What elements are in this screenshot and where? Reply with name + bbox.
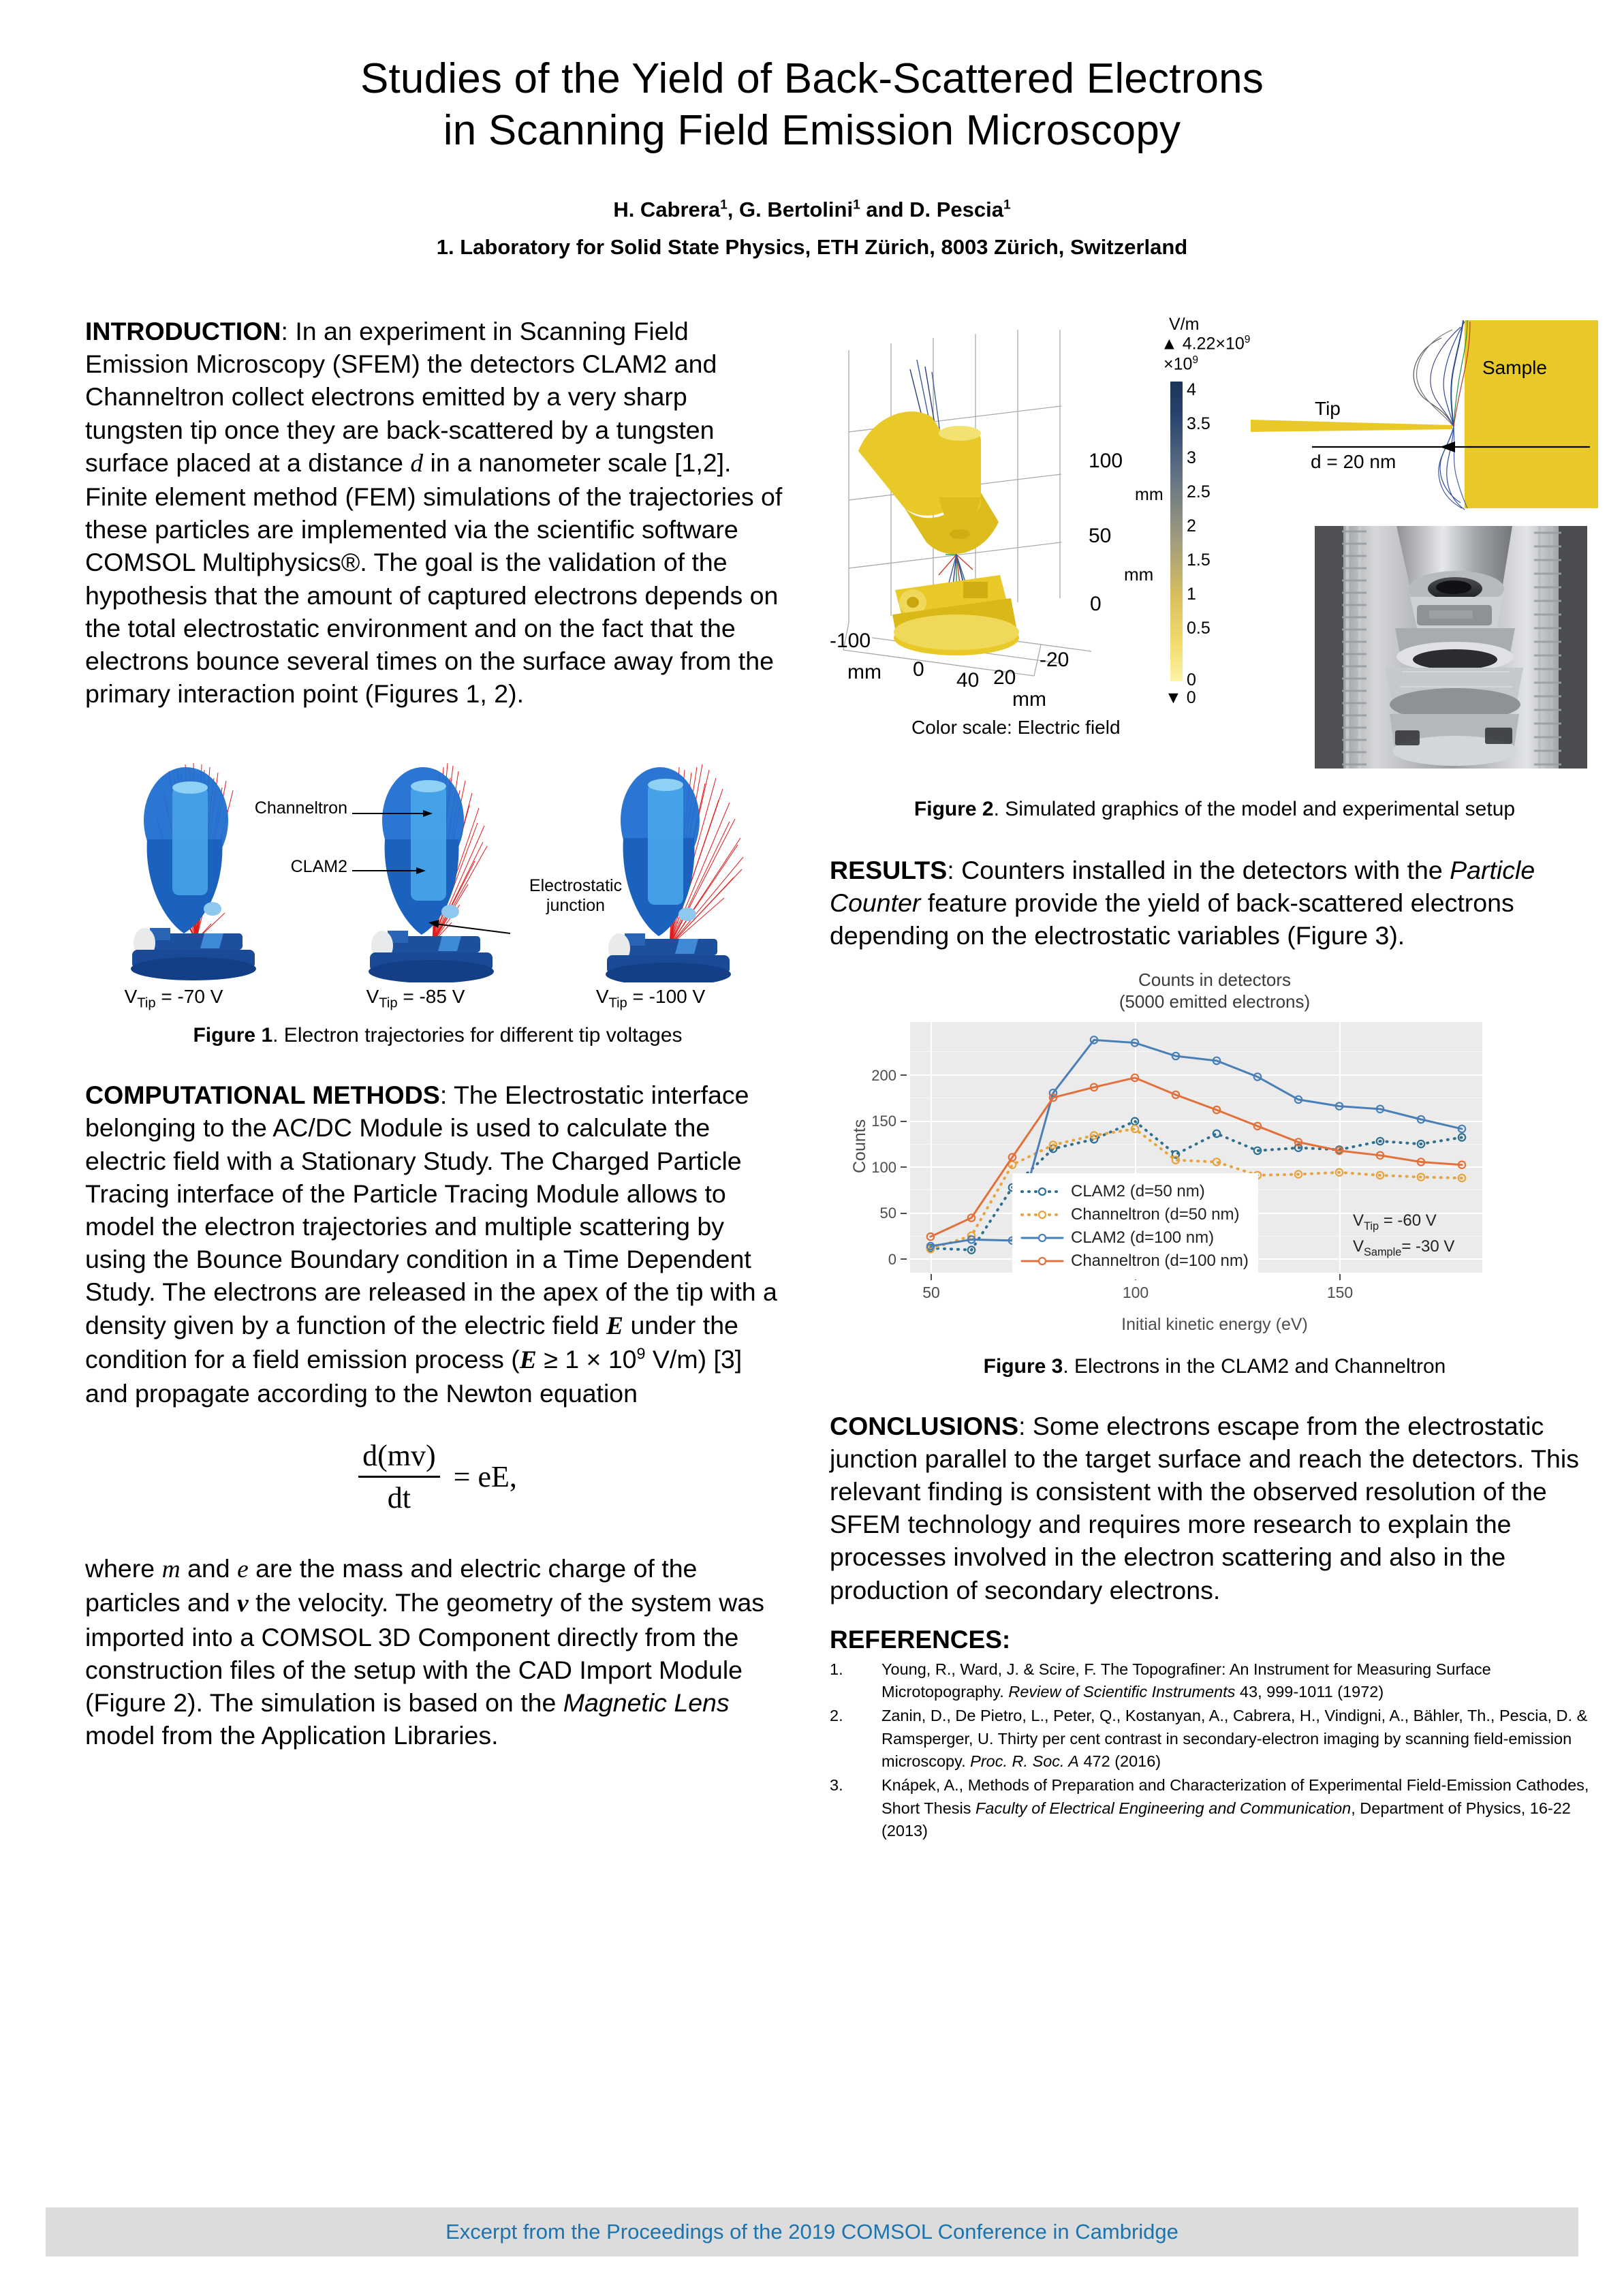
legend-swatch <box>1020 1254 1064 1269</box>
colorbar-tick-4: 4 <box>1187 380 1196 399</box>
svg-text:50: 50 <box>1089 525 1112 547</box>
methods-text-5d: the velocity. The geometry of the system was imported into a COMSOL 3D Component directly from the construction files of the setup with the CAD Import Module (Figure 2). The simulation is based on the <box>85 1588 764 1717</box>
svg-text:mm: mm <box>847 661 881 683</box>
reference-number: 2. <box>830 1707 843 1725</box>
methods-text-5e: model from the Application Libraries. <box>85 1721 499 1750</box>
reference-item <box>830 1658 1599 1704</box>
reference-number: 1. <box>830 1660 843 1678</box>
experimental-setup-photo <box>1315 526 1587 769</box>
author-list <box>0 198 1624 222</box>
lens-geometry-gold <box>858 412 999 554</box>
y-tick-mark-200 <box>901 1074 907 1076</box>
symbol-E-1: E <box>606 1312 624 1340</box>
tungsten-tip <box>1251 420 1452 432</box>
results-text-1: : Counters installed in the detectors with the <box>947 856 1450 884</box>
leader-line-clam2 <box>352 865 427 876</box>
chart-title-line-2: (5000 emitted electrons) <box>1119 991 1311 1012</box>
legend-item-0[interactable] <box>1020 1180 1249 1203</box>
colorbar-tick-1p5: 1.5 <box>1187 550 1211 570</box>
symbol-e: e <box>237 1555 249 1584</box>
down-triangle-icon: ▼ <box>1165 688 1182 707</box>
y-tick-mark-50 <box>901 1213 907 1214</box>
conclusions-text: : Some electrons escape from the electrostatic junction parallel to the target surface and reach the detectors. This relevant finding is consistent with the observed resolution of the SFEM technology and requires more research to explain the processes involved in the electron scattering and also in the production of secondary electrons. <box>830 1411 1579 1604</box>
svg-text:40: 40 <box>956 669 980 692</box>
sample-stage <box>606 933 731 982</box>
svg-text:-100: -100 <box>830 630 871 652</box>
particle-counter-italic: Particle Counter <box>830 856 1535 918</box>
equation-numerator: d(mv) <box>358 1438 440 1478</box>
colorbar-tick-2: 2 <box>1187 516 1196 536</box>
sample-stage-gold <box>892 575 1019 655</box>
author-1: H. Cabrera <box>613 198 721 221</box>
x-tick-mark-150 <box>1339 1274 1341 1280</box>
affiliation: 1. Laboratory for Solid State Physics, ETH Zürich, 8003 Zürich, Switzerland <box>436 235 1188 259</box>
figure-2 <box>830 315 1599 792</box>
colorbar-tick-0: 0 <box>1187 670 1196 689</box>
legend-label: CLAM2 (d=100 nm) <box>1071 1228 1215 1247</box>
exponent-9: 9 <box>636 1344 646 1363</box>
chart-annotation-voltages: $V_{Tip} = -60$ V $V_{Sample}= -30$ V <box>1353 1211 1455 1258</box>
reference-journal: Proc. R. Soc. A <box>970 1752 1079 1771</box>
author-2-affil-marker: 1 <box>853 198 860 213</box>
chart-y-axis-label: Counts <box>850 1119 869 1173</box>
reference-item <box>830 1705 1599 1773</box>
results-text-2: feature provide the yield of back-scattered electrons depending on the electrostatic variables (Figure 3). <box>830 888 1514 950</box>
methods-text-3: ≥ 1 × 10 <box>536 1344 637 1374</box>
methods-text-5b: and <box>180 1554 238 1583</box>
legend-label: Channeltron (d=100 nm) <box>1071 1251 1249 1270</box>
tip-sample-distance-label: d = 20 nm <box>1311 451 1396 472</box>
conclusions-paragraph <box>830 1410 1599 1607</box>
colorbar-tick-3: 3 <box>1187 448 1196 467</box>
sample-label: Sample <box>1482 357 1547 378</box>
reference-text: Zanin, D., De Pietro, L., Peter, Q., Kostanyan, A., Cabrera, H., Vindigni, A., Bähler, Th., Pescia, D. & Ramsperger, U. Thirty per cent contrast in secondary-electron imaging by scanning field-emission microscopy. Proc. R. Soc. A 472 (2016) <box>881 1707 1588 1771</box>
up-triangle-icon: ▲ <box>1161 334 1178 354</box>
sample-stage <box>369 931 494 982</box>
x-tick-label-50: 50 <box>922 1283 940 1301</box>
references-heading: REFERENCES: <box>830 1625 1011 1654</box>
chart-legend <box>1012 1173 1258 1279</box>
clam2-aperture <box>678 907 696 921</box>
y-tick-mark-150 <box>901 1121 907 1122</box>
sample-block <box>1465 320 1598 508</box>
tip-sample-schematic <box>1236 320 1598 518</box>
y-tick-label-200: 200 <box>871 1066 896 1084</box>
colorbar-multiplier: $\times 10^9$ <box>1164 354 1199 374</box>
reference-journal: Review of Scientific Instruments <box>1008 1683 1236 1701</box>
legend-swatch <box>1020 1184 1064 1199</box>
detector-assembly-illustration <box>589 758 773 982</box>
y-tick-label-50: 50 <box>879 1204 896 1222</box>
author-2: , G. Bertolini <box>727 198 854 221</box>
colorscale-caption: Color scale: Electric field <box>911 717 1121 738</box>
figure2-axis-unit-right: mm <box>1124 564 1154 585</box>
reference-text: Young, R., Ward, J. & Scire, F. The Topografiner: An Instrument for Measuring Surface Microtopography. Review of Scientific Instruments 43, 999-1011 (1972) <box>881 1660 1491 1701</box>
methods-text-1: : The Electrostatic interface belonging to the AC/DC Module is used to calculate the electric field with a Stationary Study. The Charged Particle Tracing interface of the Particle Tracing Module allows to model the electron trajectories and multiple scattering by using the Bounce Boundary condition in a Time Dependent Study. The electrons are released in the apex of the tip with a density given by a function of the electric field <box>85 1081 777 1339</box>
leader-line-channeltron <box>352 808 434 819</box>
electric-field-colorbar <box>1170 382 1183 681</box>
introduction-text-1: : In an experiment in Scanning Field Emission Microscopy (SFEM) the detectors CLAM2 and Channeltron collect electrons emitted by a very sharp tungsten tip once they are back-scattered by a tungsten surface placed at a distance <box>85 317 717 477</box>
colorbar-tick-2p5: 2.5 <box>1187 482 1211 501</box>
symbol-d: d <box>410 449 424 478</box>
symbol-m: m <box>161 1555 181 1584</box>
colorbar-tick-1: 1 <box>1187 585 1196 604</box>
chart-title-line-1: Counts in detectors <box>1138 969 1291 990</box>
figure1-annotation-clam2: CLAM2 <box>290 857 347 877</box>
figure1-panel-3 <box>589 758 773 982</box>
page-title <box>0 53 1624 156</box>
reference-journal: Faculty of Electrical Engineering and Communication <box>975 1799 1352 1817</box>
y-tick-label-100: 100 <box>871 1158 896 1176</box>
y-tick-label-0: 0 <box>888 1250 896 1268</box>
y-tick-label-150: 150 <box>871 1112 896 1130</box>
right-column <box>830 315 1599 1844</box>
introduction-heading: INTRODUCTION <box>85 317 281 345</box>
chart-x-axis-label: Initial kinetic energy (eV) <box>1121 1314 1308 1334</box>
figure1-label-2: $V_{Tip} = -85$ V <box>366 985 465 1011</box>
clam2-aperture <box>441 905 459 918</box>
svg-text:-20: -20 <box>1040 649 1069 671</box>
figure-3 <box>830 969 1599 1350</box>
footer-text: Excerpt from the Proceedings of the 2019 COMSOL Conference in Cambridge <box>446 2220 1178 2244</box>
comsol-3d-render <box>830 330 1266 739</box>
methods-text-5c: are the mass and electric charge of the particles and <box>85 1554 698 1617</box>
equation-denominator: dt <box>387 1481 411 1515</box>
introduction-paragraph <box>85 315 790 710</box>
left-column <box>85 315 790 1752</box>
figure1-label-1: $V_{Tip} = -70$ V <box>124 985 223 1011</box>
legend-label: Channeltron (d=50 nm) <box>1071 1205 1240 1224</box>
figure-3-caption: Figure 3. Electrons in the CLAM2 and Channeltron <box>983 1354 1446 1378</box>
reference-item <box>830 1774 1599 1842</box>
svg-text:0: 0 <box>913 658 924 681</box>
tip-label: Tip <box>1315 398 1341 419</box>
legend-label: CLAM2 (d=50 nm) <box>1071 1181 1205 1200</box>
references-list <box>830 1658 1599 1843</box>
symbol-v: v <box>237 1589 249 1618</box>
methods-paragraph <box>85 1079 790 1410</box>
figure1-annotation-junction: Electrostatic junction <box>529 876 623 915</box>
chart-title <box>830 969 1599 1013</box>
svg-text:0: 0 <box>1090 593 1102 615</box>
svg-text:mm: mm <box>1012 688 1046 711</box>
legend-swatch <box>1020 1207 1064 1222</box>
vacuum-chamber-photo <box>1315 526 1587 769</box>
sample-stage <box>131 928 256 980</box>
author-1-affil-marker: 1 <box>720 198 728 213</box>
methods-text-4: V/m) [3] and propagate according to the Newton equation <box>85 1344 743 1408</box>
svg-text:100: 100 <box>1089 450 1123 472</box>
legend-item-1[interactable] <box>1020 1203 1249 1226</box>
author-3-affil-marker: 1 <box>1003 198 1011 213</box>
figure1-annotation-channeltron: Channeltron <box>254 798 347 818</box>
methods-text-2: under the condition for a field emission process ( <box>85 1310 738 1374</box>
colorbar-tick-0p5: 0.5 <box>1187 619 1211 638</box>
magnetic-lens-italic: Magnetic Lens <box>563 1688 730 1717</box>
colorbar-side-unit: mm <box>1135 485 1164 504</box>
colorbar-max-row: ▲ $4.22\times 10^9$ <box>1161 334 1251 354</box>
figure-2-caption: Figure 2. Simulated graphics of the model and experimental setup <box>914 798 1516 820</box>
legend-item-2[interactable] <box>1020 1226 1249 1250</box>
title-line-2: in Scanning Field Emission Microscopy <box>443 106 1181 154</box>
leader-line-junction <box>424 918 513 936</box>
author-3: and D. Pescia <box>860 198 1003 221</box>
clam2-aperture <box>204 902 221 916</box>
conclusions-heading: CONCLUSIONS <box>830 1411 1019 1440</box>
scattered-trajectories <box>1414 320 1470 510</box>
reference-text: Knápek, A., Methods of Preparation and Characterization of Experimental Field-Emission Cathodes, Short Thesis Faculty of Electrical Engineering and Communication, Department of Physics, 16-22 (2013) <box>881 1776 1589 1840</box>
results-heading: RESULTS <box>830 856 948 884</box>
figure1-label-3: $V_{Tip} = -100$ V <box>595 985 706 1011</box>
results-paragraph <box>830 854 1599 952</box>
figure-1-caption: Figure 1. Electron trajectories for different tip voltages <box>193 1024 683 1047</box>
methods-paragraph-2 <box>85 1552 790 1752</box>
title-line-1: Studies of the Yield of Back-Scattered Electrons <box>360 55 1264 102</box>
x-tick-mark-50 <box>931 1274 932 1280</box>
y-tick-mark-0 <box>901 1258 907 1260</box>
colorbar-unit: V/m <box>1169 315 1200 334</box>
y-tick-mark-100 <box>901 1166 907 1168</box>
colorbar-tick-3p5: 3.5 <box>1187 414 1211 433</box>
x-tick-label-150: 150 <box>1326 1283 1354 1301</box>
equation-rhs: = eE, <box>453 1460 517 1494</box>
newton-equation <box>85 1438 790 1515</box>
symbol-E-2: E <box>519 1346 537 1374</box>
methods-text-5a: where <box>85 1554 162 1583</box>
introduction-text-2: in a nanometer scale [1,2]. Finite element method (FEM) simulations of the trajectories of these particles are implemented via the scientific software COMSOL Multiphysics®. The goal is the validation of the hypothesis that the amount of captured electrons depends on the total electrostatic environment and on the fact that the electrons bounce several times on the surface away from the primary interaction point (Figures 1, 2). <box>85 448 783 709</box>
x-tick-label-100: 100 <box>1122 1283 1149 1301</box>
legend-swatch <box>1020 1230 1064 1245</box>
legend-item-3[interactable] <box>1020 1250 1249 1273</box>
svg-text:20: 20 <box>993 666 1016 689</box>
figure-1 <box>85 722 790 1015</box>
colorbar-min-row: ▼ 0 <box>1165 688 1196 707</box>
methods-heading: COMPUTATIONAL METHODS <box>85 1081 440 1110</box>
reference-number: 3. <box>830 1776 843 1795</box>
